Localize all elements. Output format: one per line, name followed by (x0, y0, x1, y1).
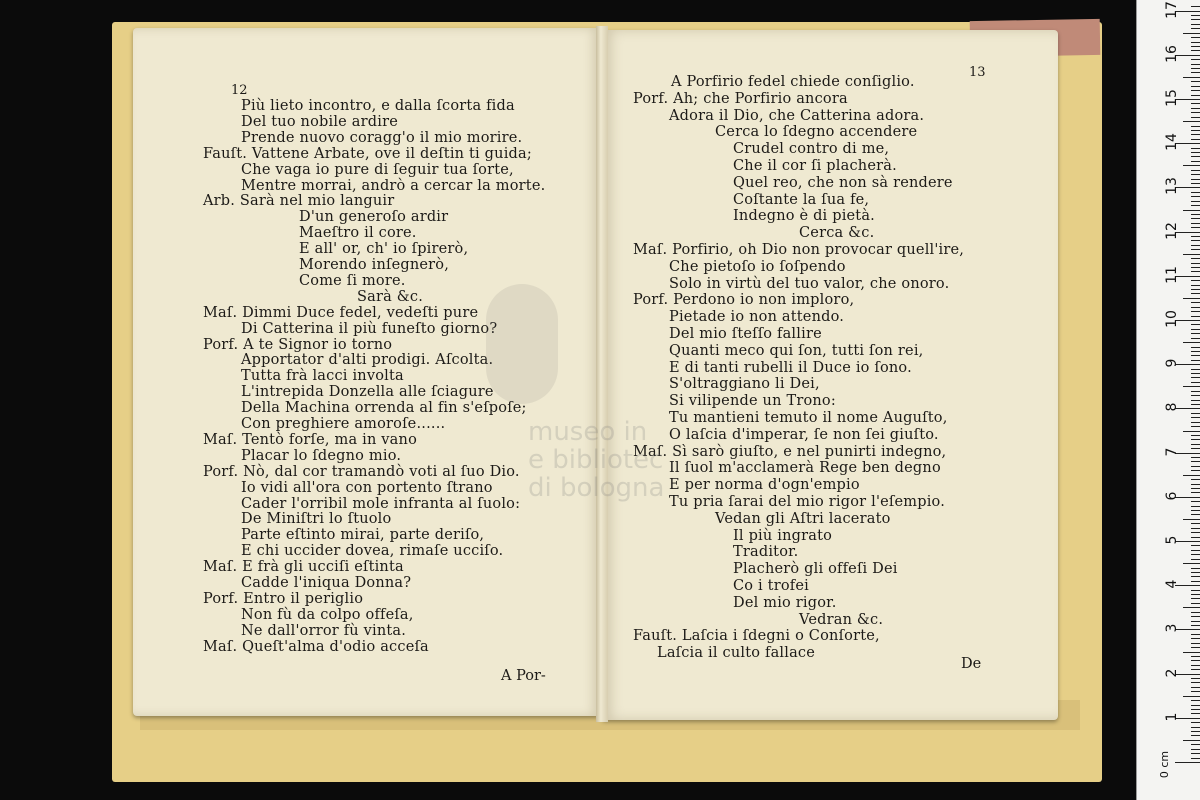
ruler-tick (1191, 373, 1200, 374)
ruler-number: 15 (1164, 89, 1180, 107)
ruler-tick (1191, 554, 1200, 555)
ruler-tick (1191, 126, 1200, 127)
ruler-tick (1191, 744, 1200, 745)
text-line: A Porfirio fedel chiede conſiglio. (671, 74, 915, 90)
ruler-tick (1191, 72, 1200, 73)
ruler-number: 7 (1164, 447, 1180, 457)
ruler-tick (1191, 634, 1200, 635)
ruler-tick (1191, 568, 1200, 569)
text-line: Maeſtro il core. (299, 225, 417, 242)
text-line: Co i trofei (733, 578, 809, 594)
ruler-tick (1183, 165, 1200, 166)
ruler-tick (1183, 121, 1200, 122)
ruler-tick (1183, 386, 1200, 387)
right-page (603, 30, 1058, 720)
ruler-tick (1191, 400, 1200, 401)
ruler-tick (1191, 377, 1200, 378)
ruler-tick (1191, 749, 1200, 750)
ruler-tick (1191, 484, 1200, 485)
ruler-tick (1191, 347, 1200, 348)
ruler-tick (1191, 196, 1200, 197)
text-line: Fauſt. Vattene Arbate, ove il deſtin ti guida; (203, 145, 532, 162)
ruler-tick (1191, 103, 1200, 104)
text-line: Maſ. Porfirio, oh Dio non provocar quell'ire, (633, 242, 965, 258)
ruler-tick (1191, 338, 1200, 339)
ruler-number: 13 (1164, 177, 1180, 196)
ruler-tick (1191, 95, 1200, 96)
text-line: Di Catterina il più funeſto giorno? (241, 320, 498, 337)
ruler-tick (1191, 700, 1200, 701)
ruler-tick (1191, 214, 1200, 215)
ruler-tick (1191, 444, 1200, 445)
text-line: Morendo inſegnerò, (299, 257, 450, 273)
ruler-tick (1191, 64, 1200, 65)
ruler-number: 16 (1164, 44, 1180, 63)
ruler-tick (1191, 90, 1200, 91)
ruler-number: 9 (1164, 358, 1180, 368)
text-line: Maſ. Tentò forſe, ma in vano (203, 431, 417, 448)
text-line: Maſ. Dimmi Duce fedel, vedeſti pure (203, 304, 479, 321)
ruler-tick (1191, 621, 1200, 622)
watermark-line: e bibliotec (528, 445, 664, 475)
ruler-tick (1191, 656, 1200, 657)
ruler-tick (1191, 289, 1200, 290)
ruler-tick (1191, 461, 1200, 462)
text-line: Che il cor ſi placherà. (733, 158, 897, 174)
ruler-tick (1191, 572, 1200, 573)
text-line: Placherò gli offeſi Dei (733, 561, 898, 578)
text-line: Cerca &c. (799, 225, 875, 242)
ruler-tick (1191, 758, 1200, 759)
ruler-tick (1191, 302, 1200, 303)
ruler-tick (1191, 435, 1200, 436)
ruler-tick (1191, 117, 1200, 118)
ruler-tick (1191, 307, 1200, 308)
text-line: E di tanti rubelli il Duce io ſono. (669, 359, 912, 376)
text-line: Maſ. Sì sarò giuſto, e nel punirti indegno, (633, 443, 947, 460)
ruler-tick (1191, 603, 1200, 604)
ruler-tick (1191, 413, 1200, 414)
text-line: Crudel contro di me, (733, 141, 890, 158)
ruler-tick (1191, 37, 1200, 38)
ruler-tick (1191, 329, 1200, 330)
text-line: Indegno è di pietà. (733, 208, 875, 225)
text-line: Porf. Ah; che Porfirio ancora (633, 90, 848, 107)
ruler-number: 2 (1164, 668, 1180, 678)
ruler-tick (1191, 559, 1200, 560)
ruler-tick (1191, 28, 1200, 29)
ruler-tick (1191, 576, 1200, 577)
ruler-number: 5 (1164, 535, 1180, 545)
ruler-number: 1 (1164, 712, 1180, 722)
ruler-tick (1191, 426, 1200, 427)
ruler-number: 12 (1164, 221, 1180, 240)
ruler-tick (1191, 46, 1200, 47)
text-line: Il ſuol m'acclamerà Rege ben degno (669, 460, 941, 477)
ruler-tick (1191, 598, 1200, 599)
ruler-number: 11 (1164, 265, 1180, 284)
text-line: Porf. A te Signor io torno (203, 336, 393, 353)
ruler-tick (1191, 192, 1200, 193)
text-line: Laſcia il culto fallace (657, 645, 816, 662)
text-line: Con preghiere amoroſe...... (241, 416, 446, 432)
ruler-tick (1191, 369, 1200, 370)
ruler-tick (1191, 258, 1200, 259)
ruler-tick (1191, 616, 1200, 617)
ruler-tick (1191, 355, 1200, 356)
ruler-tick (1191, 174, 1200, 175)
ruler-tick (1191, 382, 1200, 383)
ruler-tick (1191, 731, 1200, 732)
ruler-tick (1191, 152, 1200, 153)
watermark-line: museo in (528, 417, 648, 447)
text-line: Non fù da colpo offeſa, (241, 606, 414, 623)
ruler-unit: 0 cm (1158, 750, 1172, 779)
ruler-tick (1191, 404, 1200, 405)
ruler-tick (1191, 324, 1200, 325)
text-line: Porf. Nò, dal cor tramandò voti al ſuo Dio. (203, 463, 520, 480)
ruler-tick (1191, 15, 1200, 16)
text-line: Quanti meco qui ſon, tutti ſon rei, (669, 342, 924, 359)
scale-ruler (1136, 0, 1200, 800)
text-line: Ne dall'orror fù vinta. (241, 622, 407, 639)
text-line: De Miniſtri lo ſtuolo (241, 511, 392, 528)
ruler-tick (1191, 470, 1200, 471)
text-line: Adora il Dio, che Catterina adora. (669, 107, 925, 124)
text-line: Il più ingrato (733, 527, 833, 544)
ruler-tick (1191, 612, 1200, 613)
ruler-tick (1191, 647, 1200, 648)
ruler-tick (1191, 501, 1200, 502)
text-line: E all' or, ch' io ſpirerò, (299, 241, 469, 258)
ruler-tick (1191, 678, 1200, 679)
ruler-tick (1191, 545, 1200, 546)
ruler-tick (1191, 479, 1200, 480)
text-line: Della Machina orrenda al fin s'eſpoſe; (241, 400, 527, 417)
ruler-tick (1191, 488, 1200, 489)
ruler-tick (1183, 210, 1200, 211)
ruler-number: 10 (1164, 310, 1180, 328)
ruler-tick (1191, 108, 1200, 109)
ruler-tick (1191, 86, 1200, 87)
ruler-tick (1191, 236, 1200, 237)
ruler-tick (1191, 395, 1200, 396)
ruler-number: 6 (1164, 491, 1180, 501)
text-line: Tutta frà lacci involta (241, 368, 404, 385)
ruler-tick (1191, 510, 1200, 511)
text-line: Del mio rigor. (733, 594, 837, 611)
text-line: Mentre morrai, andrò a cercar la morte. (241, 177, 546, 194)
ruler-tick (1191, 682, 1200, 683)
ruler-tick (1191, 532, 1200, 533)
ruler-tick (1191, 19, 1200, 20)
text-line: Arb. Sarà nel mio languir (203, 193, 395, 210)
ruler-tick (1191, 112, 1200, 113)
ruler-tick (1191, 727, 1200, 728)
ruler-tick (1183, 342, 1200, 343)
ruler-tick (1183, 563, 1200, 564)
ruler-tick (1191, 6, 1200, 7)
text-line: Cader l'orribil mole infranta al ſuolo: (241, 495, 521, 512)
text-line: Più lieto incontro, e dalla ſcorta fida (241, 98, 515, 114)
text-line: Io vidi all'ora con portento ſtrano (241, 479, 493, 496)
text-line: Maſ. Queſt'alma d'odio acceſa (203, 638, 429, 655)
text-line: O laſcia d'imperar, ſe non ſei giuſto. (669, 426, 939, 443)
ruler-tick (1191, 514, 1200, 515)
ruler-tick (1191, 68, 1200, 69)
text-line: L'intrepida Donzella alle ſciagure (241, 384, 494, 401)
ruler-tick (1191, 81, 1200, 82)
text-line: Cerca lo ſdegno accendere (715, 124, 918, 141)
ruler-number: 4 (1164, 579, 1180, 589)
text-line: E chi uccider dovea, rimaſe ucciſo. (241, 543, 504, 560)
ruler-tick (1191, 590, 1200, 591)
ruler-tick (1191, 156, 1200, 157)
ruler-tick (1191, 245, 1200, 246)
ruler-tick (1191, 285, 1200, 286)
ruler-tick (1191, 660, 1200, 661)
text-line: Cadde l'iniqua Donna? (241, 575, 412, 591)
ruler-number: 3 (1164, 623, 1180, 633)
text-line: Prende nuovo coragg'o il mio morire. (241, 129, 523, 146)
text-line: Traditor. (733, 544, 799, 561)
ruler-tick (1183, 519, 1200, 520)
ruler-tick (1191, 735, 1200, 736)
ruler-tick (1191, 50, 1200, 51)
ruler-tick (1191, 170, 1200, 171)
ruler-tick (1191, 218, 1200, 219)
ruler-tick (1191, 722, 1200, 723)
ruler-tick (1191, 625, 1200, 626)
ruler-tick (1191, 161, 1200, 162)
text-line: S'oltraggiano li Dei, (669, 376, 820, 393)
watermark-line: di bologna (528, 473, 665, 503)
ruler-tick (1191, 523, 1200, 524)
ruler-tick (1183, 298, 1200, 299)
ruler-tick (1183, 33, 1200, 34)
text-line: Porf. Entro il periglio (203, 590, 364, 607)
ruler-tick (1191, 457, 1200, 458)
text-line: Tu pria ſarai del mio rigor l'eſempio. (669, 494, 946, 510)
ruler-tick (1191, 709, 1200, 710)
text-line: Vedran &c. (799, 611, 884, 628)
ruler-tick (1191, 148, 1200, 149)
ruler-number: 8 (1164, 402, 1180, 412)
ruler-tick (1191, 537, 1200, 538)
ruler-tick (1191, 183, 1200, 184)
catchword-left: A Por- (501, 668, 546, 684)
ruler-tick (1191, 263, 1200, 264)
ruler-tick (1183, 254, 1200, 255)
text-line: Che vaga io pure di ſeguir tua ſorte, (241, 161, 514, 178)
ruler-tick (1191, 134, 1200, 135)
ruler-tick (1191, 59, 1200, 60)
ruler-tick (1191, 293, 1200, 294)
page-number-left: 12 (231, 83, 248, 98)
text-line: Parte eſtinto mirai, parte deriſo, (241, 527, 485, 544)
text-line: Quel reo, che non sà rendere (733, 174, 953, 191)
text-line: Come ſi more. (299, 272, 406, 289)
ruler-tick (1191, 638, 1200, 639)
ruler-tick (1191, 687, 1200, 688)
text-line: Del mio ſteſſo fallire (669, 326, 822, 342)
catchword-right: De (961, 656, 982, 672)
ruler-tick (1191, 705, 1200, 706)
ruler-tick (1191, 316, 1200, 317)
ruler-tick (1191, 466, 1200, 467)
ruler-tick (1191, 42, 1200, 43)
text-line: Porf. Perdono io non imploro, (633, 292, 855, 309)
ruler-tick (1191, 179, 1200, 180)
ruler-tick (1191, 594, 1200, 595)
text-line: Placar lo ſdegno mio. (241, 447, 402, 464)
text-line: Si vilipende un Trono: (669, 393, 836, 410)
ruler-tick (1191, 360, 1200, 361)
text-line: Che pietoſo io ſoſpendo (669, 258, 846, 275)
ruler-tick (1191, 130, 1200, 131)
ruler-tick (1191, 581, 1200, 582)
ruler-tick (1191, 506, 1200, 507)
ruler-tick (1191, 643, 1200, 644)
text-line: Tu mantieni temuto il nome Auguſto, (669, 410, 948, 426)
text-line: Apportator d'alti prodigi. Aſcolta. (241, 352, 494, 369)
ruler-tick (1183, 740, 1200, 741)
ruler-tick (1191, 201, 1200, 202)
ruler-tick (1183, 475, 1200, 476)
ruler-tick (1191, 417, 1200, 418)
ruler-tick (1191, 665, 1200, 666)
ruler-tick (1183, 77, 1200, 78)
text-line: Pietade io non attendo. (669, 309, 845, 326)
ruler-tick (1183, 431, 1200, 432)
ruler-tick (1191, 280, 1200, 281)
ruler-tick (1191, 227, 1200, 228)
text-line: Sarà &c. (357, 288, 424, 305)
text-line: Coſtante la ſua fe, (733, 191, 870, 208)
text-line: Solo in virtù del tuo valor, che onoro. (669, 275, 950, 292)
book-gutter (596, 26, 608, 722)
ruler-tick (1191, 139, 1200, 140)
ruler-tick (1191, 439, 1200, 440)
text-line: Fauſt. Laſcia i ſdegni o Conſorte, (633, 628, 880, 645)
ruler-tick (1191, 391, 1200, 392)
ruler-tick (1191, 205, 1200, 206)
ruler-tick (1191, 333, 1200, 334)
page-number-right: 13 (969, 65, 986, 80)
ruler-tick (1191, 223, 1200, 224)
text-line: Maſ. E frà gli ucciſi eſtinta (203, 559, 404, 576)
ruler-tick (1191, 24, 1200, 25)
text-line: D'un generoſo ardir (299, 209, 449, 226)
ruler-tick (1191, 240, 1200, 241)
ruler-tick (1191, 311, 1200, 312)
text-line: E per norma d'ogn'empio (669, 477, 860, 494)
ruler-tick (1183, 696, 1200, 697)
ruler-tick (1191, 267, 1200, 268)
ruler-tick (1183, 607, 1200, 608)
ruler-tick (1191, 422, 1200, 423)
ruler-number: 14 (1164, 133, 1180, 152)
ruler-tick (1191, 528, 1200, 529)
ruler-number: 17 (1164, 0, 1180, 19)
ruler-tick (1191, 249, 1200, 250)
text-line: Del tuo nobile ardire (241, 113, 398, 130)
text-line: Vedan gli Aſtri lacerato (715, 510, 891, 527)
ruler-tick (1191, 691, 1200, 692)
ruler-tick (1191, 271, 1200, 272)
library-watermark (528, 418, 664, 502)
ruler-tick (1191, 550, 1200, 551)
ruler-tick (1191, 669, 1200, 670)
ruler-tick (1191, 448, 1200, 449)
ruler-tick (1191, 713, 1200, 714)
ruler-tick (1175, 762, 1200, 763)
ruler-tick (1183, 652, 1200, 653)
library-stamp-mark (486, 284, 558, 404)
ruler-tick (1191, 492, 1200, 493)
ruler-tick (1191, 753, 1200, 754)
ruler-tick (1191, 351, 1200, 352)
